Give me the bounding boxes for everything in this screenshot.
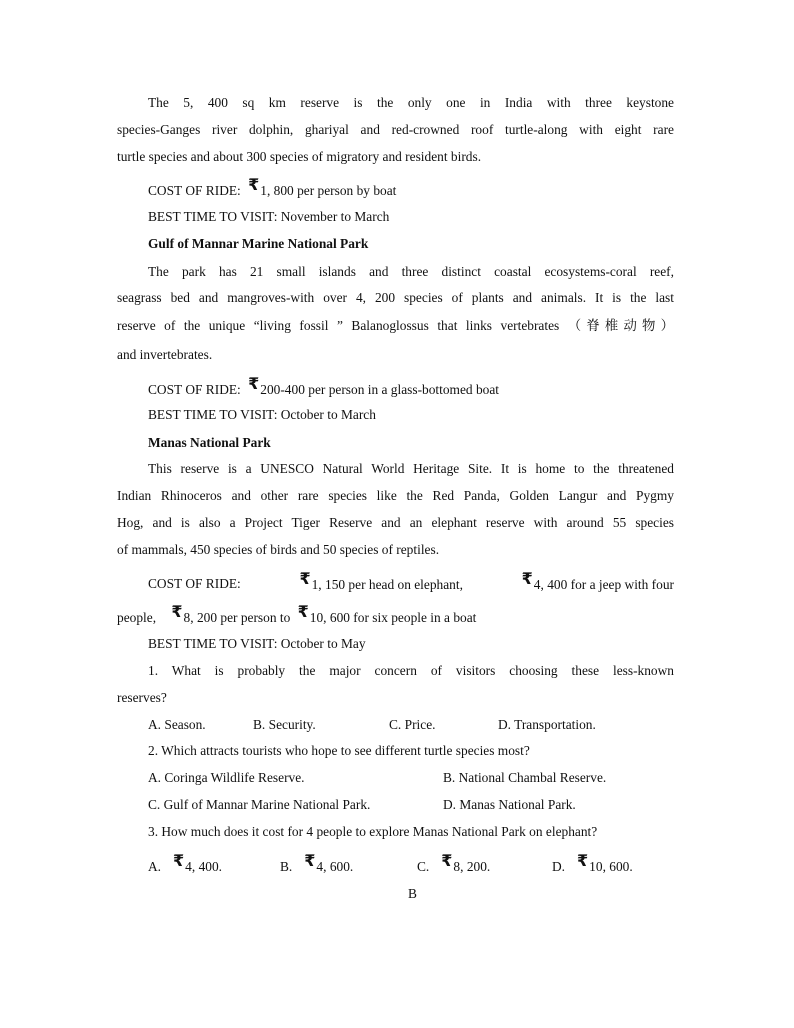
cost-value: 200-400 per person in a glass-bottomed boat: [260, 382, 500, 397]
q1-option-b: B. Security.: [253, 717, 316, 732]
option-letter: A.: [148, 859, 162, 874]
option-value: 4, 400.: [185, 859, 222, 874]
cost-of-ride-line-2: [117, 602, 674, 627]
option-letter: B.: [280, 859, 293, 874]
cost-label: COST OF RIDE:: [148, 382, 241, 397]
q2-option-a: A. Coringa Wildlife Reserve.: [148, 770, 305, 785]
section-title: Manas National Park: [148, 435, 271, 450]
cost-item: [518, 569, 674, 594]
cost-of-ride-line: [148, 175, 674, 200]
question-3: 3. How much does it cost for 4 people to explore Manas National Park on elephant?: [148, 824, 598, 839]
best-time-line: BEST TIME TO VISIT: October to May: [148, 636, 366, 651]
paragraph-line: Indian Rhinoceros and other rare species like the Red Panda, Golden Langur and Pygmy: [117, 488, 674, 503]
cost-value: 1, 800 per person by boat: [260, 183, 397, 198]
cost-value: 10, 600 for six people in a boat: [309, 610, 477, 625]
best-time-line: BEST TIME TO VISIT: November to March: [148, 209, 390, 224]
rupee-icon: ₹: [248, 374, 260, 393]
q3-option-a: [148, 851, 222, 876]
rupee-icon: ₹: [297, 602, 309, 621]
question-2: 2. Which attracts tourists who hope to see different turtle species most?: [148, 743, 530, 758]
option-value: 10, 600.: [589, 859, 633, 874]
section-title: Gulf of Mannar Marine National Park: [148, 236, 369, 251]
cost-of-ride-line: [148, 569, 674, 594]
rupee-icon: ₹: [248, 175, 260, 194]
rupee-icon: ₹: [521, 569, 533, 588]
paragraph-line: Hog, and is also a Project Tiger Reserve and an elephant reserve with around 55 species: [117, 515, 674, 530]
cost-value: 4, 400 for a jeep with four: [533, 577, 674, 592]
answer-key: B: [408, 886, 417, 901]
paragraph-line: The park has 21 small islands and three distinct coastal ecosystems-coral reef,: [148, 264, 674, 279]
cost-label: COST OF RIDE:: [148, 576, 241, 591]
paragraph-line: and invertebrates.: [117, 347, 213, 362]
paragraph-line: turtle species and about 300 species of migratory and resident birds.: [117, 149, 482, 164]
cost-item: [295, 569, 463, 594]
paragraph-line: This reserve is a UNESCO Natural World Heritage Site. It is home to the threatened: [148, 461, 674, 476]
rupee-icon: ₹: [441, 851, 453, 870]
rupee-icon: ₹: [171, 602, 183, 621]
paragraph-line: reserve of the unique “living fossil ” Balanoglossus that links vertebrates （脊椎动物）: [117, 318, 674, 333]
best-time-line: BEST TIME TO VISIT: October to March: [148, 407, 376, 422]
q2-option-c: C. Gulf of Mannar Marine National Park.: [148, 797, 371, 812]
q2-option-b: B. National Chambal Reserve.: [443, 770, 607, 785]
option-value: 4, 600.: [316, 859, 354, 874]
cost-value: 8, 200 per person to: [183, 610, 291, 625]
paragraph-line: The 5, 400 sq km reserve is the only one in India with three keystone: [148, 95, 674, 110]
cost-value: 1, 150 per head on elephant,: [311, 577, 463, 592]
rupee-icon: ₹: [299, 569, 311, 588]
cost-prefix: people,: [117, 610, 157, 625]
option-letter: C.: [417, 859, 430, 874]
q1-option-c: C. Price.: [389, 717, 436, 732]
rupee-icon: ₹: [304, 851, 316, 870]
q3-option-c: [417, 851, 491, 876]
q3-option-b: [280, 851, 354, 876]
cost-of-ride-line: [148, 374, 674, 399]
paragraph-line: seagrass bed and mangroves-with over 4, 200 species of plants and animals. It is the last: [117, 290, 674, 305]
q1-option-d: D. Transportation.: [498, 717, 596, 732]
question-1-cont: reserves?: [117, 690, 167, 705]
q2-option-d: D. Manas National Park.: [443, 797, 576, 812]
option-letter: D.: [552, 859, 566, 874]
option-value: 8, 200.: [453, 859, 491, 874]
rupee-icon: ₹: [173, 851, 185, 870]
q1-option-a: A. Season.: [148, 717, 206, 732]
rupee-icon: ₹: [577, 851, 589, 870]
paragraph-line: of mammals, 450 species of birds and 50 species of reptiles.: [117, 542, 440, 557]
cost-label: COST OF RIDE:: [148, 183, 241, 198]
q3-option-d: [552, 851, 633, 876]
question-1: 1. What is probably the major concern of visitors choosing these less-known: [148, 663, 674, 678]
paragraph-line: species-Ganges river dolphin, ghariyal and red-crowned roof turtle-along with eight rare: [117, 122, 674, 137]
